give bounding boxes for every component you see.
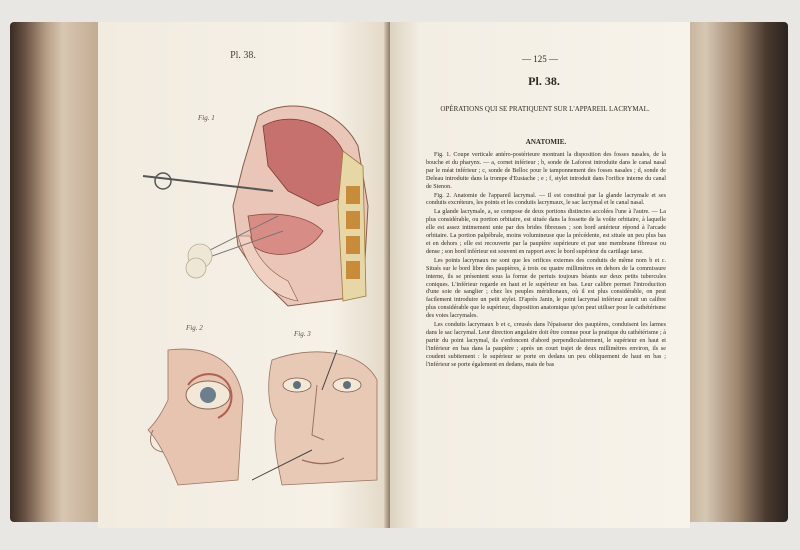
paragraph: La glande lacrymale, a, se compose de deux portions distinctes accolées l'une à l'autre. — La plus considérable, ou portion orbitaire, est située dans la fossette de la voûte orbitaire, à laquelle elle est assez intimement unie par des brides fibreuses ; son bord antérieur répond à l'arcade orbitaire. La portion palpébrale, moins volumineuse que la précédente, est située un peu plus bas et en dehors ; elle est recouverte par la paupière supérieure et par une membrane fibreuse ou dense ; son bord inférieur est souvent en rapport avec le bord supérieur du cartilage tarse. — [426, 209, 666, 255]
fig-3-label: Fig. 3 — [294, 330, 311, 338]
plate-title: Pl. 38. — [528, 74, 560, 88]
sagittal-head-section-illustration — [138, 96, 378, 316]
paragraph: Les conduits lacrymaux b et c, creusés dans l'épaisseur des paupières, conduisent les larmes dans le sac lacrymal. Leur direction angulaire doit être connue pour la pratique du cathétérisme ; à partir du point lacrymal, ils s'enfoncent d'abord perpendiculairement, le supérieur en haut et l'inférieur en bas dans la paupière ; après un court trajet de deux millimètres environ, ils se coudent subitement : le supérieur se porte en dedans un peu obliquement de haut en bas ; l'inférieur se porte également en dedans, mais de bas — [426, 322, 666, 368]
lacrimal-apparatus-illustration — [138, 340, 250, 490]
lacrimal-probe-illustration — [252, 340, 384, 490]
book-cover-right — [678, 22, 788, 522]
page-number: — 125 — — [522, 54, 558, 64]
right-page-text — [390, 22, 690, 528]
paragraph: Fig. 2. Anatomie de l'appareil lacrymal. — Il est constitué par la glande lacrymale et ses conduits excréteurs, les points et les conduits lacrymaux, le sac lacrymal et le canal nasal. — [426, 192, 666, 207]
fig-1-label: Fig. 1 — [198, 114, 215, 122]
left-page-plate — [98, 22, 388, 528]
subsection-title: ANATOMIE. — [525, 138, 567, 146]
fig-2-label: Fig. 2 — [186, 324, 203, 332]
paragraph: Fig. 1. Coupe verticale antéro-postérieure montrant la disposition des fosses nasales, de la bouche et du pharynx. — a, cornet inférieur ; b, sonde de Laforest introduite dans le canal nasal par le méat inférieur ; c, sonde de Belloc pour le tamponnement des fosses nasales ; d, sonde de Deleau introduite dans la trompe d'Eustache ; e ; f, stylet introduit dans l'orifice interne du canal de Stenon. — [426, 152, 666, 190]
paragraph: Les points lacrymaux ne sont que les orifices externes des conduits de même nom b et c. Situés sur le bord libre des paupières, à trois ou quatre millimètres en dehors de la commissure interne, ils se présentent sous la forme de pertuis toujours béants sur deux petits tubercules coniques. L'inférieur regarde en haut et le supérieur en bas. Leur calibre permet l'introduction d'une soie de sanglier ; chez les peuples méridionaux, où il est plus considérable, on peut facilement introduire un petit stylet. D'après Janin, le point lacrymal inférieur aurait un calibre plus considérable que le supérieur, disposition anatomique qu'on peut utiliser pour le cathétérisme des voies lacrymales. — [426, 257, 666, 320]
body-text — [426, 152, 666, 370]
book-cover-left — [10, 22, 98, 522]
section-title: OPÉRATIONS QUI SE PRATIQUENT SUR L'APPAREIL LACRYMAL. — [440, 105, 650, 113]
plate-label: Pl. 38. — [230, 50, 256, 61]
